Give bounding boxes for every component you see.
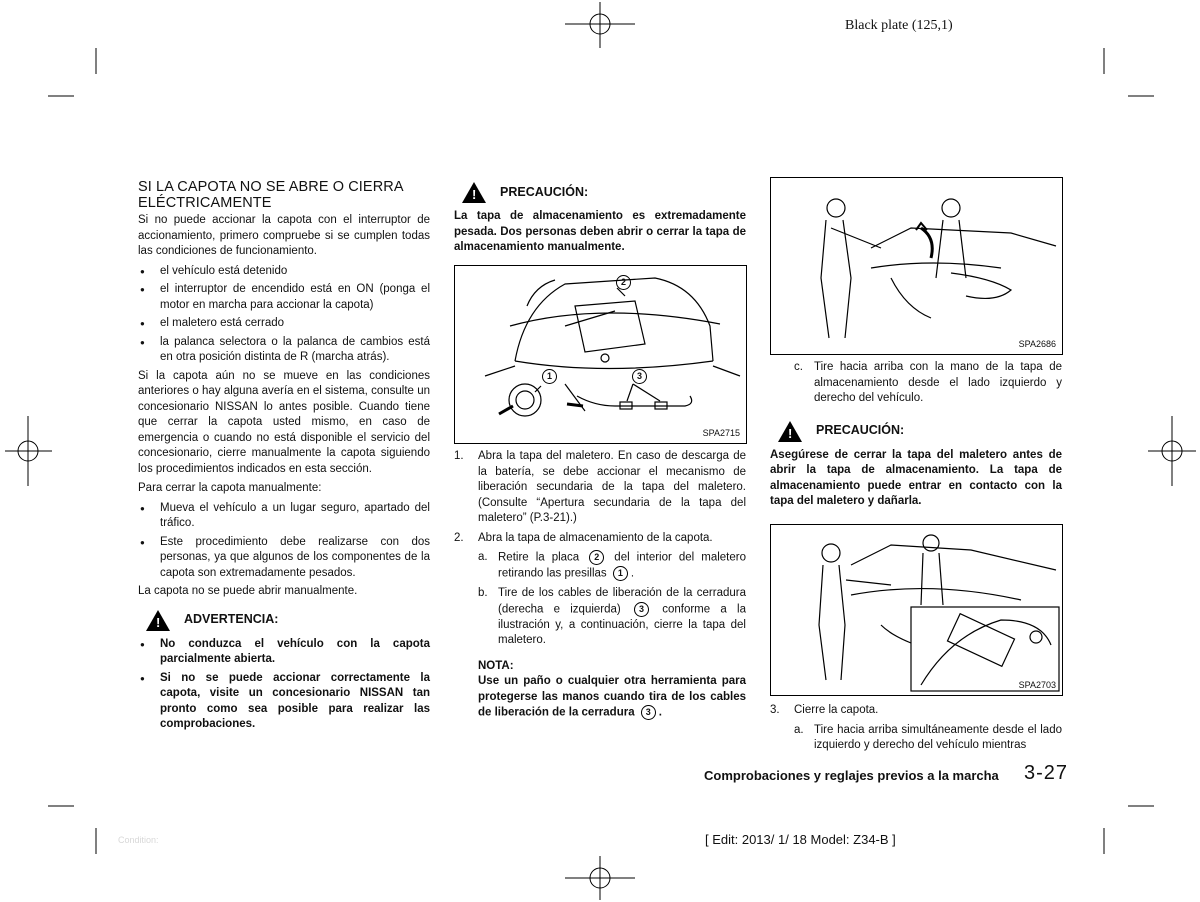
warning-header [138,610,430,631]
step-3a [794,723,1062,754]
closing-illustration [770,524,1063,696]
step-text: conforme a la ilustración y, a continuación, cierre la tapa del maletero. [498,603,746,647]
step-letter: c. [794,361,803,373]
callout-1: 1 [613,566,628,581]
callout-3: 3 [632,369,647,384]
callout-3: 3 [641,705,656,720]
warning-title: ADVERTENCIA: [184,612,279,627]
paragraph: La capota no se puede abrir manualmente. [138,585,358,597]
note-body: Use un paño o cualquier otra herramienta para protegerse las manos cuando tira de los cables de liberación de la cerradura [478,675,746,719]
warning-triangle-icon: ! [146,610,170,631]
step-number: 1. [454,450,464,462]
section-heading: SI LA CAPOTA NO SE ABRE O CIERRA ELÉCTRICAMENTE [138,179,403,211]
middle-steps [454,449,746,725]
step-text: Abra la tapa de almacenamiento de la capota. [478,531,713,544]
step-2a [478,550,746,582]
paragraph: Para cerrar la capota manualmente: [138,482,322,494]
step-2b [478,586,746,649]
condition-bullet: ● el interruptor de encendido está en ON (ponga el motor en marcha para accionar la capota) [138,282,430,313]
trunk-drawing [455,266,746,443]
callout-2: 2 [616,275,631,290]
step-text: Retire la placa [498,551,580,564]
step-text: del interior del maletero retirando las presillas [498,551,746,580]
figure-label: SPA2703 [1018,680,1056,690]
warning-bullet: ● No conduzca el vehículo con la capota parcialmente abierta. [138,637,430,668]
warning-bullet: ● Si no se puede accionar correctamente la capota, visite un concesionario NISSAN tan pronto como sea posible para realizar las comprobaciones. [138,671,430,733]
right-steps [770,703,1062,758]
step-text: Tire de los cables de liberación de la cerradura (derecha e izquierda) [498,587,746,616]
callout-2: 2 [589,550,604,565]
figure-label: SPA2686 [1018,339,1056,349]
caution-header [454,182,746,203]
middle-column [454,176,746,260]
step-c [794,360,1062,407]
left-column [138,179,430,736]
step-letter: a. [478,551,488,563]
step-letter: b. [478,587,488,600]
step-letter: a. [794,723,804,736]
intro-paragraph: Si no puede accionar la capota con el interruptor de accionamiento, primero compruebe si se cumplen todas las condiciones de funcionamiento. [138,214,430,257]
step-2 [454,531,746,547]
note-text [478,674,746,721]
figure-label: SPA2715 [702,428,740,438]
edit-info: [ Edit: 2013/ 1/ 18 Model: Z34-B ] [705,832,896,847]
paragraph: Si la capota aún no se mueve en las condiciones anteriores o hay alguna avería en el sistema, consulte un concesionario NISSAN lo antes posible. Cuando tiene que cerrar la capota usted mismo, en caso de emergencia o cuando no está disponible el servicio del concesionario, cierre manualmente la capota siguiendo los procedimientos indicados en esta sección. [138,369,430,475]
caution-text: La tapa de almacenamiento es extremadamente pesada. Dos personas deben abrir o cerrar la tapa de almacenamiento manualmente. [454,210,746,253]
step-text: . [630,567,635,580]
page-number: 3-27 [1024,762,1069,784]
step-number: 3. [770,704,780,716]
warning-triangle-icon: ! [462,182,486,203]
right-column [770,360,1062,514]
caution-text: Asegúrese de cerrar la tapa del maletero antes de abrir la tapa de almacenamiento. La tapa de almacenamiento puede entrar en contacto con la tapa del maletero y dañarla. [770,448,1062,507]
storage-lid-drawing [771,178,1062,354]
step-text: Abra la tapa del maletero. En caso de descarga de la batería, se debe accionar el mecanismo de liberación secundaria de la tapa del maletero. (Consulte “Apertura secundaria de la tapa del maletero” (P.3-21).) [478,450,746,524]
condition-bullet: ● el maletero está cerrado [138,316,430,332]
note-end: . [658,706,662,719]
caution-title: PRECAUCIÓN: [500,184,589,199]
note-title: NOTA: [478,659,514,672]
note-block [478,659,746,722]
callout-3: 3 [634,602,649,617]
procedure-bullet: ● Mueva el vehículo a un lugar seguro, apartado del tráfico. [138,501,430,532]
procedure-bullet: ● Este procedimiento debe realizarse con dos personas, ya que algunos de los componentes de la capota son extremadamente pesados. [138,535,430,582]
storage-lid-illustration [770,177,1063,355]
trunk-illustration [454,265,747,444]
step-number: 2. [454,531,464,544]
condition-bullet: ● la palanca selectora o la palanca de cambios está en otra posición distinta de R (marcha atrás). [138,335,430,366]
step-3 [770,703,1062,719]
step-text: Tire hacia arriba simultáneamente desde el lado izquierdo y derecho del vehículo mientras [814,723,1062,751]
caution-header [770,421,1062,442]
section-footer-title: Comprobaciones y reglajes previos a la marcha [704,768,999,783]
condition-label: Condition: [118,835,159,845]
condition-bullet: ● el vehículo está detenido [138,264,430,280]
callout-1: 1 [542,369,557,384]
step-text: Cierre la capota. [794,704,879,716]
step-1 [454,449,746,527]
caution-title: PRECAUCIÓN: [816,423,905,438]
plate-label: Black plate (125,1) [845,18,953,33]
closing-drawing [771,525,1062,695]
warning-triangle-icon: ! [778,421,802,442]
step-text: Tire hacia arriba con la mano de la tapa de almacenamiento desde el lado izquierdo y derecho del vehículo. [814,361,1062,404]
